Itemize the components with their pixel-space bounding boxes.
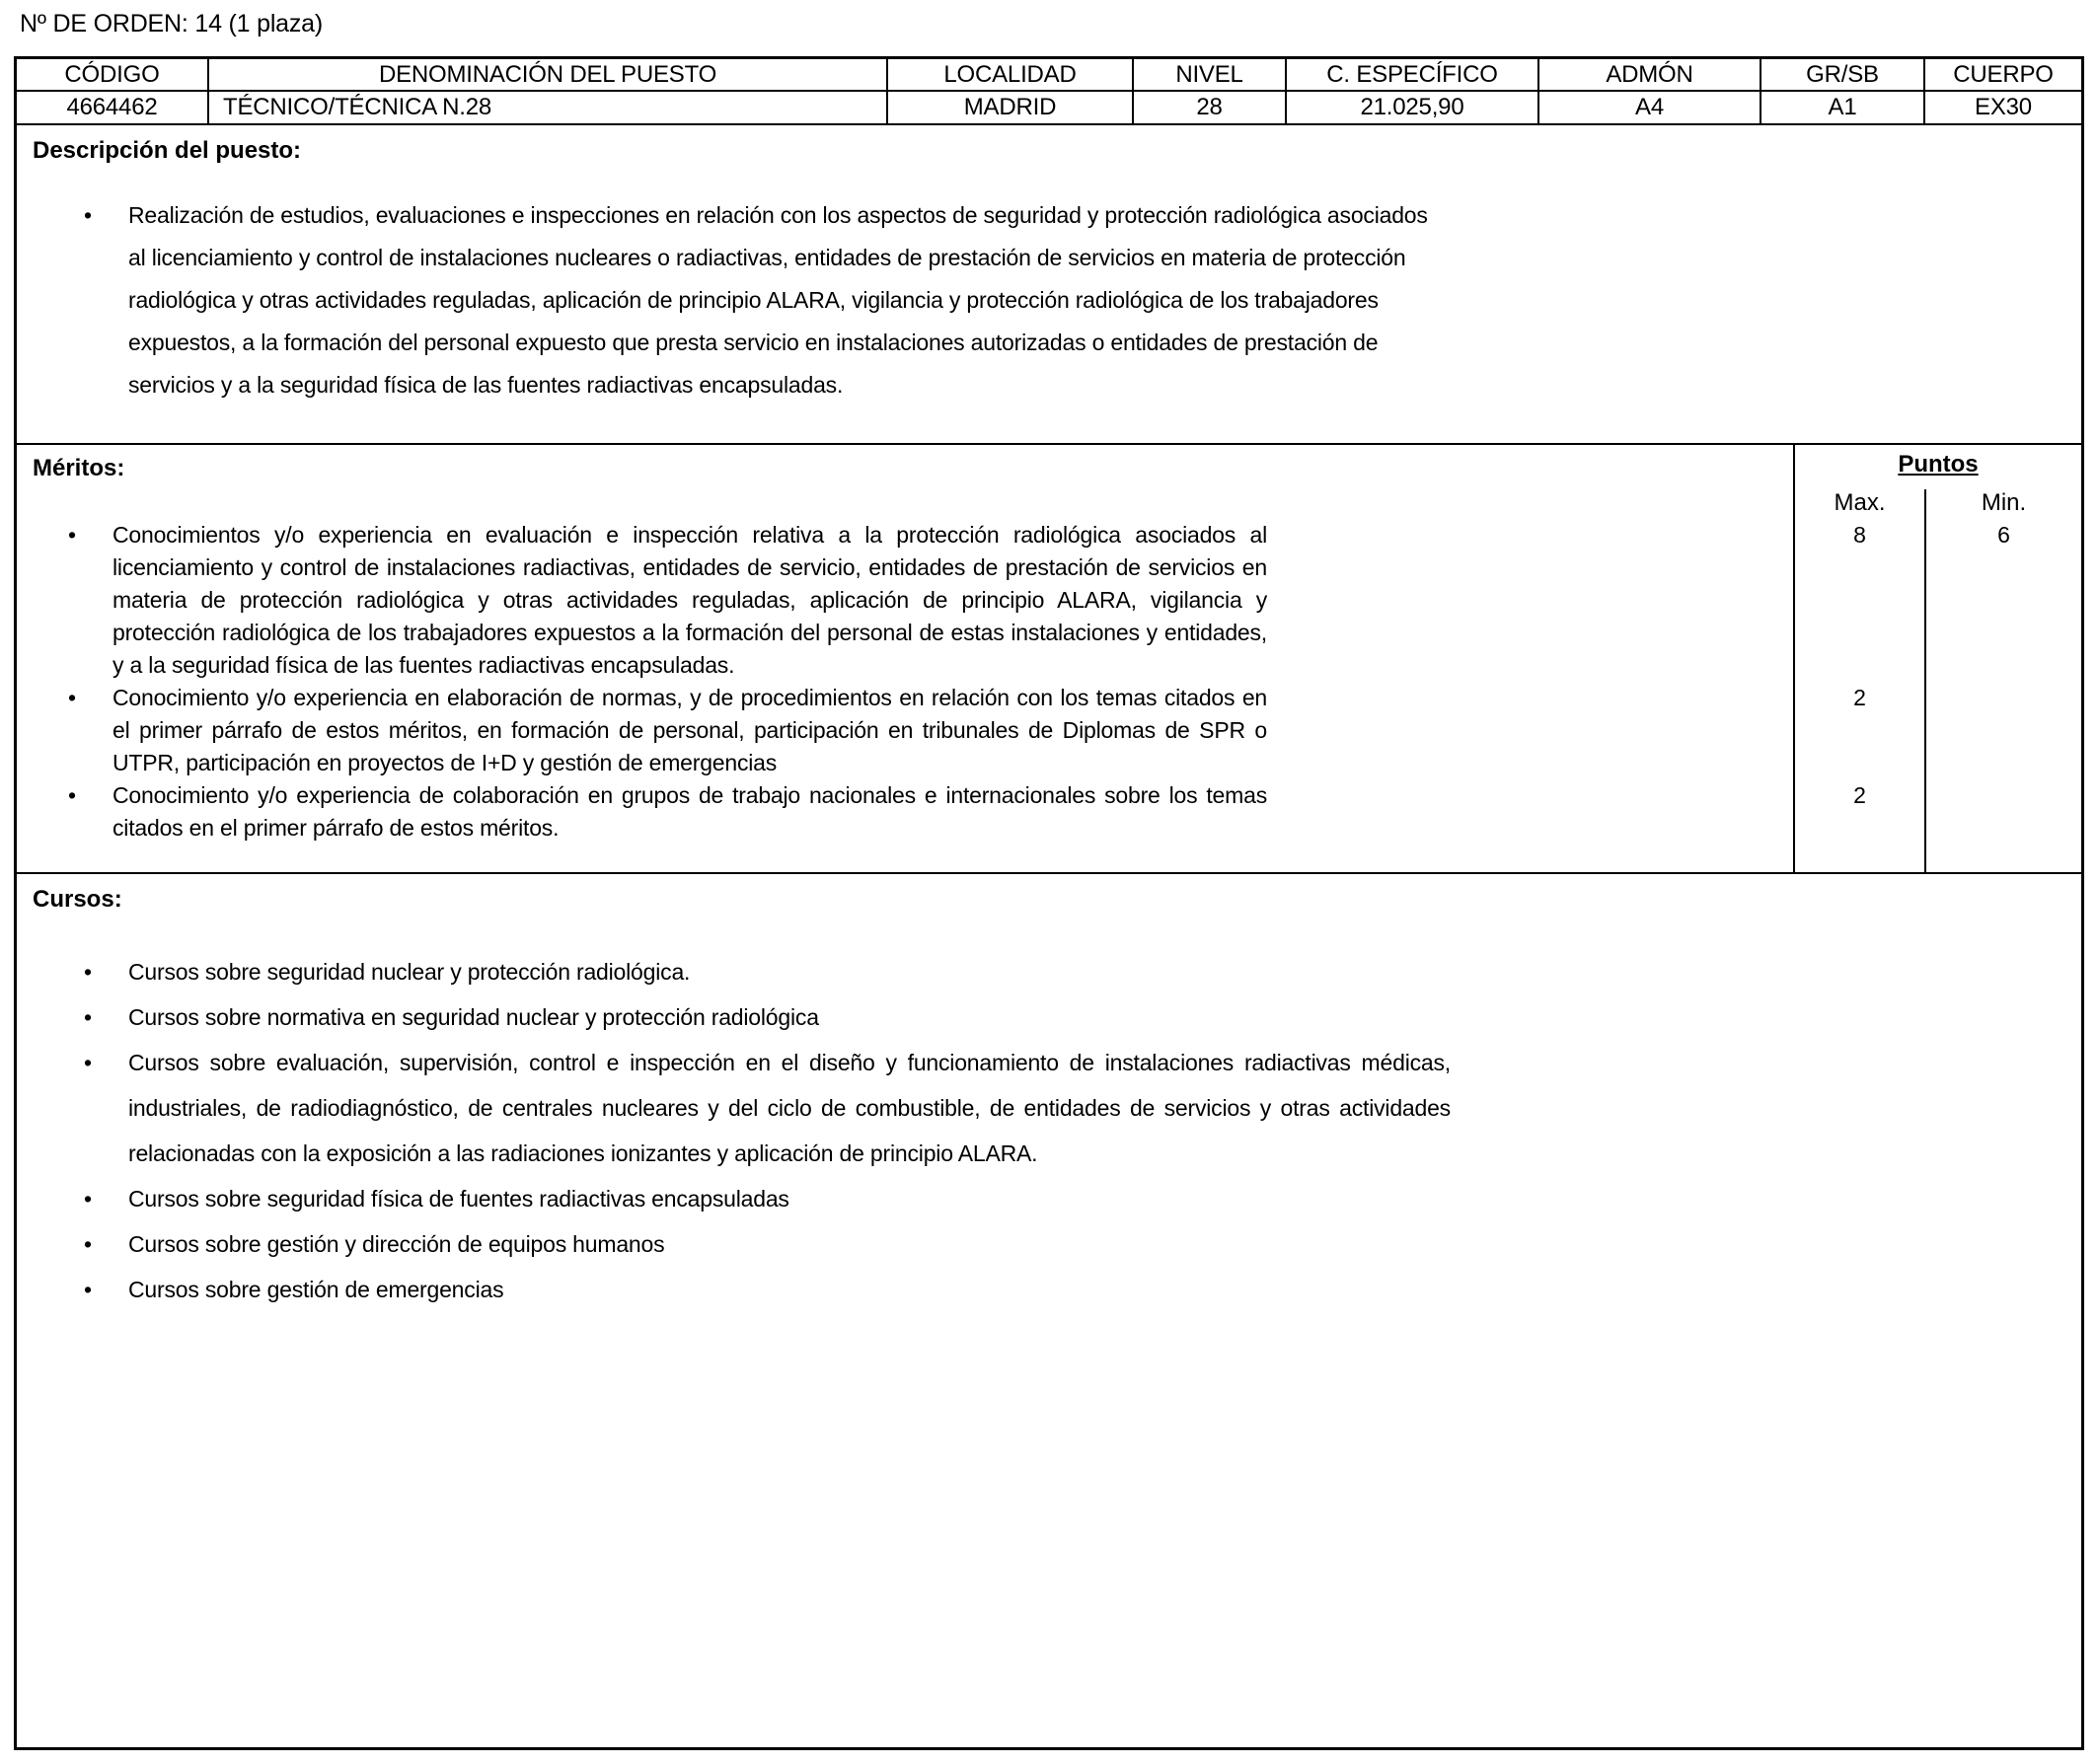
col-header-denominacion: DENOMINACIÓN DEL PUESTO xyxy=(207,59,886,90)
cell-nivel: 28 xyxy=(1132,92,1285,123)
course-bullet-item xyxy=(84,994,1451,1040)
cell-denominacion: TÉCNICO/TÉCNICA N.28 xyxy=(207,92,886,123)
col-header-localidad: LOCALIDAD xyxy=(886,59,1132,90)
course-bullet-item xyxy=(84,1176,1451,1221)
bullet-icon: • xyxy=(68,782,77,808)
bullet-icon: • xyxy=(84,1277,93,1302)
courses-title: Cursos: xyxy=(33,886,122,913)
cell-cuerpo: EX30 xyxy=(1923,92,2081,123)
col-header-admon: ADMÓN xyxy=(1537,59,1760,90)
course-bullet-item xyxy=(84,1267,1451,1312)
merit-item-1 xyxy=(17,519,1793,682)
cell-admon: A4 xyxy=(1537,92,1760,123)
merits-title: Méritos: xyxy=(33,455,125,481)
bullet-icon: • xyxy=(68,685,77,710)
description-bullet-list xyxy=(84,194,1448,406)
course-text-6: Cursos sobre gestión de emergencias xyxy=(128,1277,504,1302)
merit-3-max-value: 2 xyxy=(1793,779,1924,845)
cell-especifico: 21.025,90 xyxy=(1285,92,1537,123)
cell-codigo: 4664462 xyxy=(66,94,158,120)
bullet-icon: • xyxy=(84,1004,93,1030)
points-header: Puntos xyxy=(1793,445,2081,489)
description-bullet-item xyxy=(84,194,1448,406)
course-bullet-item xyxy=(84,1221,1451,1267)
courses-section xyxy=(17,874,2081,1747)
course-text-5: Cursos sobre gestión y dirección de equipos humanos xyxy=(128,1231,665,1257)
merit-1-min-value: 6 xyxy=(1924,519,2081,682)
bullet-icon: • xyxy=(84,202,93,228)
cell-grsb: A1 xyxy=(1760,92,1923,123)
course-text-1: Cursos sobre seguridad nuclear y protección radiológica. xyxy=(128,959,691,985)
merit-item-2 xyxy=(17,682,1793,779)
col-header-cuerpo: CUERPO xyxy=(1923,59,2081,90)
bullet-icon: • xyxy=(84,959,93,985)
course-bullet-item xyxy=(84,1040,1451,1176)
merits-filler-min xyxy=(1924,845,2081,872)
order-number-label: Nº DE ORDEN: 14 (1 plaza) xyxy=(20,10,323,37)
col-header-codigo: CÓDIGO xyxy=(64,60,160,88)
merits-section xyxy=(17,445,2081,874)
merits-filler-max xyxy=(1793,845,1924,872)
bullet-icon: • xyxy=(84,1186,93,1212)
description-title: Descripción del puesto: xyxy=(33,137,302,164)
course-text-4: Cursos sobre seguridad física de fuentes radiactivas encapsuladas xyxy=(128,1186,789,1212)
course-bullet-item xyxy=(84,949,1451,994)
courses-bullet-list xyxy=(84,949,1451,1312)
merit-text-1: Conocimientos y/o experiencia en evaluación e inspección relativa a la protección radiológica asociados al licenciamiento y control de instalaciones radiactivas, entidades de servicio, entidades de prestación de servicios en materia de protección radiológica y otras actividades reguladas, aplicación de principio ALARA, vigilancia y protección radiológica de los trabajadores expuestos a la formación del personal de estas instalaciones y entidades, y a la seguridad física de las fuentes radiactivas encapsuladas. xyxy=(112,522,1267,678)
merit-bullet-item xyxy=(68,682,1267,779)
merit-text-2: Conocimiento y/o experiencia en elaboración de normas, y de procedimientos en relación con los temas citados en el primer párrafo de estos méritos, en formación de personal, participación en tribunales de Diplomas de SPR o UTPR, participación en proyectos de I+D y gestión de emergencias xyxy=(112,685,1267,775)
bullet-icon: • xyxy=(68,522,77,548)
merit-bullet-item xyxy=(68,779,1267,845)
max-column-label: Max. xyxy=(1793,489,1924,519)
position-document-table xyxy=(14,56,2084,1750)
merits-spacer xyxy=(17,489,1793,519)
bullet-icon: • xyxy=(84,1050,93,1075)
description-bullet-text: Realización de estudios, evaluaciones e inspecciones en relación con los aspectos de seguridad y protección radiológica asociados al licenciamiento y control de instalaciones nucleares o radiactivas, entidades de prestación de servicios en materia de protección radiológica y otras actividades reguladas, aplicación de principio ALARA, vigilancia y protección radiológica de los trabajadores expuestos, a la formación del personal expuesto que presta servicio en instalaciones autorizadas o entidades de prestación de servicios y a la seguridad física de las fuentes radiactivas encapsuladas. xyxy=(128,202,1428,398)
merit-item-3 xyxy=(17,779,1793,845)
merit-2-min-value xyxy=(1924,682,2081,779)
course-text-3: Cursos sobre evaluación, supervisión, control e inspección en el diseño y funcionamiento de instalaciones radiactivas médicas, industriales, de radiodiagnóstico, de centrales nucleares y del ciclo de combustible, de entidades de servicios y otras actividades relacionadas con la exposición a las radiaciones ionizantes y aplicación de principio ALARA. xyxy=(128,1050,1451,1166)
merit-text-3: Conocimiento y/o experiencia de colaboración en grupos de trabajo nacionales e internacionales sobre los temas citados en el primer párrafo de estos méritos. xyxy=(112,782,1267,841)
course-text-2: Cursos sobre normativa en seguridad nuclear y protección radiológica xyxy=(128,1004,819,1030)
merit-2-max-value: 2 xyxy=(1793,682,1924,779)
merit-bullet-item xyxy=(68,519,1267,682)
merit-1-max-value: 8 xyxy=(1793,519,1924,682)
merit-3-min-value xyxy=(1924,779,2081,845)
description-section xyxy=(17,125,2081,445)
col-header-nivel: NIVEL xyxy=(1132,59,1285,90)
min-column-label: Min. xyxy=(1924,489,2081,519)
col-header-grsb: GR/SB xyxy=(1760,59,1923,90)
merits-filler xyxy=(17,845,1793,872)
position-table-data-row xyxy=(17,92,2081,125)
cell-localidad: MADRID xyxy=(886,92,1132,123)
position-table-header-row xyxy=(17,59,2081,92)
bullet-icon: • xyxy=(84,1231,93,1257)
col-header-especifico: C. ESPECÍFICO xyxy=(1285,59,1537,90)
